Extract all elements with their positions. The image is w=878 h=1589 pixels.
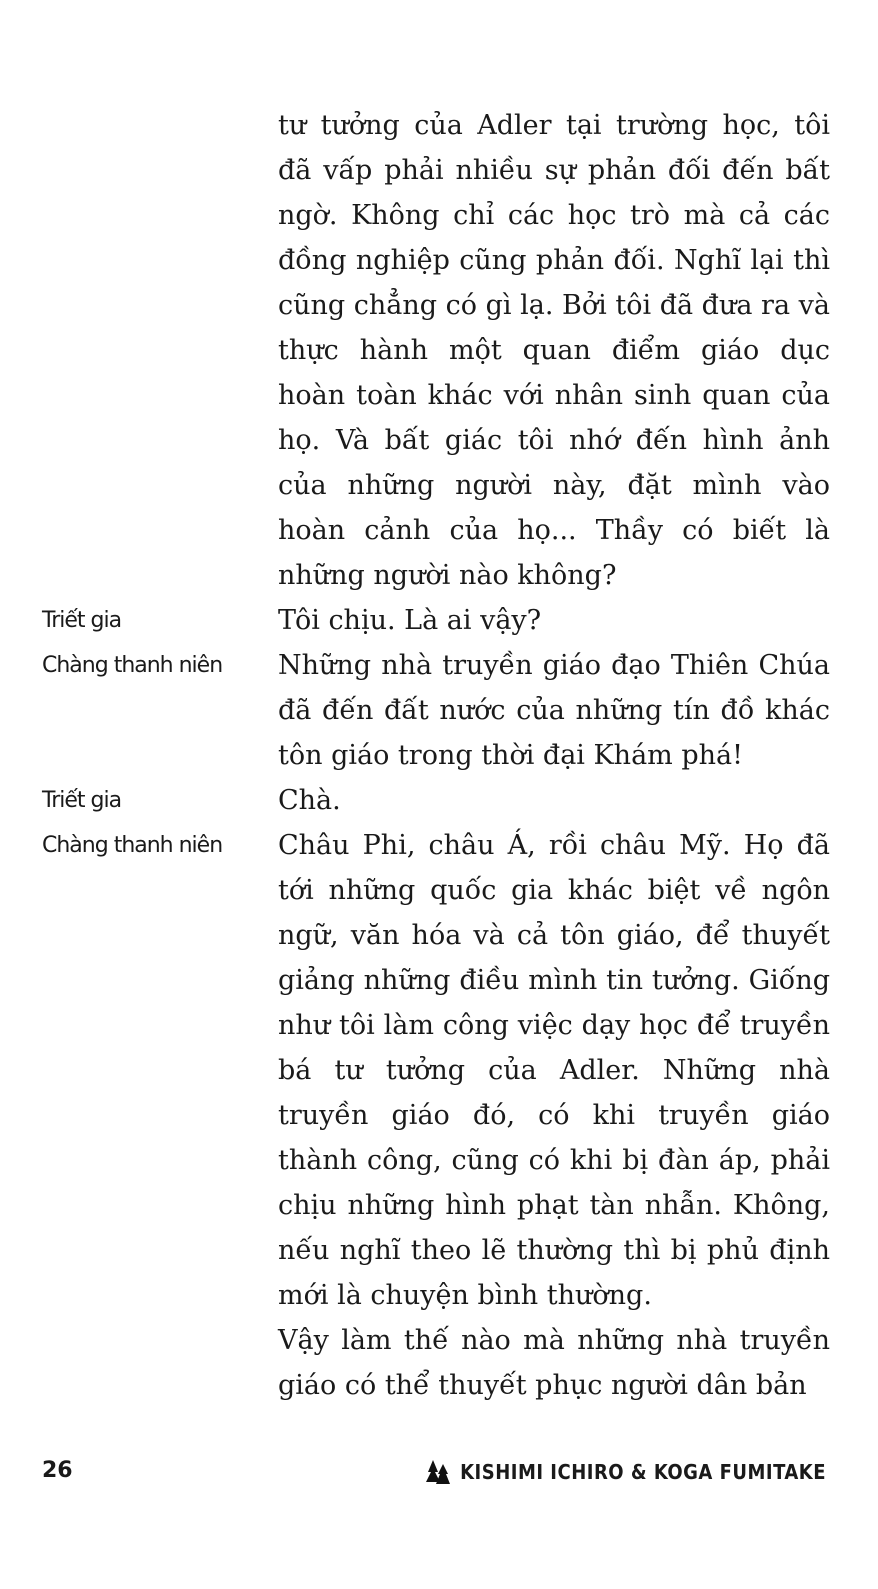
running-head-text: KISHIMI ICHIRO & KOGA FUMITAKE [460,1460,826,1484]
running-head [424,1458,826,1486]
tree-icon [424,1458,452,1486]
speaker-label-youth: Chàng thanh niên [42,653,223,678]
paragraph: Vậy làm thế nào mà những nhà truyền giáo có thể thuyết phục người dân bản [278,1325,830,1401]
page-number: 26 [42,1458,73,1483]
dialogue-line: Tôi chịu. Là ai vậy? [278,605,542,636]
speaker-label-philosopher: Triết gia [42,608,122,633]
speaker-label-youth: Chàng thanh niên [42,833,223,858]
dialogue-line: Những nhà truyền giáo đạo Thiên Chúa đã đến đất nước của những tín đồ khác tôn giáo trong thời đại Khám phá! [278,650,830,771]
paragraph-continued: tư tưởng của Adler tại trường học, tôi đã vấp phải nhiều sự phản đối đến bất ngờ. Không chỉ các học trò mà cả các đồng nghiệp cũng phản đối. Nghĩ lại thì cũng chẳng có gì lạ. Bởi tôi đã đưa ra và thực hành một quan điểm giáo dục hoàn toàn khác với nhân sinh quan của họ. Và bất giác tôi nhớ đến hình ảnh của những người này, đặt mình vào hoàn cảnh của họ... Thầy có biết là những người nào không? [278,110,830,591]
dialogue-line: Chà. [278,785,341,816]
dialogue-line: Châu Phi, châu Á, rồi châu Mỹ. Họ đã tới những quốc gia khác biệt về ngôn ngữ, văn hóa và cả tôn giáo, để thuyết giảng những điều mình tin tưởng. Giống như tôi làm công việc dạy học để truyền bá tư tưởng của Adler. Những nhà truyền giáo đó, có khi truyền giáo thành công, cũng có khi bị đàn áp, phải chịu những hình phạt tàn nhẫn. Không, nếu nghĩ theo lẽ thường thì bị phủ định mới là chuyện bình thường. [278,830,830,1311]
speaker-label-philosopher: Triết gia [42,788,122,813]
